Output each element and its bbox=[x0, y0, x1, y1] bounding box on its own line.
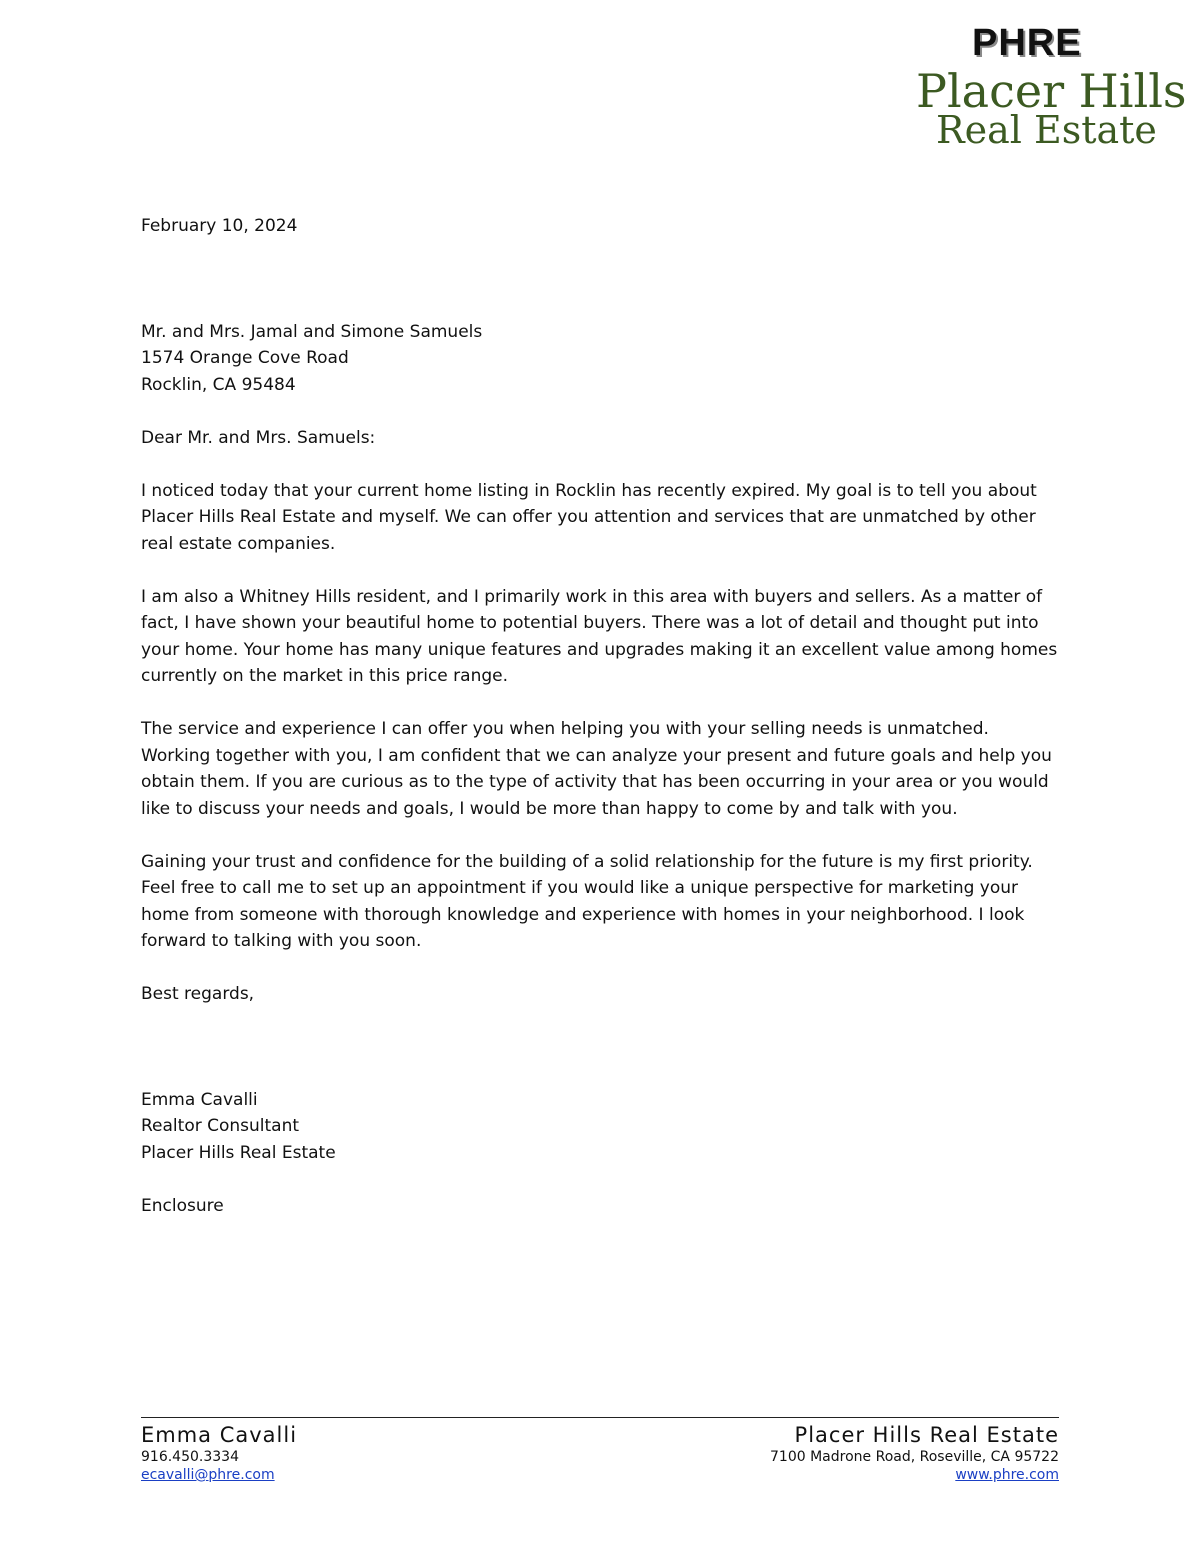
signature-name: Emma Cavalli bbox=[141, 1089, 258, 1110]
paragraph: I noticed today that your current home listing in Rocklin has recently expired. My goal is to tell you about Placer Hills Real Estate and myself. We can offer you attention and services that are unmatched by other real estate companies. bbox=[141, 480, 1037, 554]
salutation: Dear Mr. and Mrs. Samuels: bbox=[141, 427, 376, 448]
letter-date: February 10, 2024 bbox=[141, 216, 298, 236]
footer-agent-name: Emma Cavalli bbox=[141, 1423, 298, 1447]
paragraph: The service and experience I can offer you when helping you with your selling needs is unmatched. Working together with you, I am confident that we can analyze your present and future goals and help you obtain them. If you are curious as to the type of activity that has been occurring in your area or you would like to discuss your needs and goals, I would be more than happy to come by and talk with you. bbox=[141, 719, 1052, 819]
footer-company bbox=[770, 1422, 1059, 1484]
recipient-address bbox=[141, 319, 1061, 399]
signature-title: Realtor Consultant bbox=[141, 1116, 300, 1136]
logo-line-1: Placer Hills bbox=[916, 64, 1187, 118]
enclosure-note: Enclosure bbox=[141, 1195, 224, 1216]
logo-abbreviation: PHRE bbox=[972, 22, 1082, 64]
footer-company-name: Placer Hills Real Estate bbox=[794, 1423, 1059, 1447]
signature-block bbox=[141, 1087, 1061, 1167]
company-logo bbox=[900, 22, 1190, 152]
footer-phone: 916.450.3334 bbox=[141, 1449, 239, 1465]
footer-website-link[interactable]: www.phre.com bbox=[955, 1467, 1059, 1483]
letter-body bbox=[141, 213, 1061, 1219]
footer-address: 7100 Madrone Road, Roseville, CA 95722 bbox=[770, 1449, 1059, 1465]
recipient-city: Rocklin, CA 95484 bbox=[141, 374, 296, 395]
logo-line-2: Real Estate bbox=[936, 108, 1157, 152]
recipient-name: Mr. and Mrs. Jamal and Simone Samuels bbox=[141, 321, 483, 342]
signature-company: Placer Hills Real Estate bbox=[141, 1142, 336, 1163]
footer-email-link[interactable]: ecavalli@phre.com bbox=[141, 1467, 275, 1483]
recipient-street: 1574 Orange Cove Road bbox=[141, 348, 349, 368]
closing: Best regards, bbox=[141, 984, 255, 1004]
letterhead-footer bbox=[141, 1417, 1059, 1483]
paragraph: I am also a Whitney Hills resident, and I primarily work in this area with buyers and sellers. As a matter of fact, I have shown your beautiful home to potential buyers. There was a lot of detail and thought put into your home. Your home has many unique features and upgrades making it an excellent value among homes currently on the market in this price range. bbox=[141, 586, 1058, 686]
footer-contact bbox=[141, 1422, 297, 1484]
paragraph: Gaining your trust and confidence for the building of a solid relationship for the future is my first priority. Feel free to call me to set up an appointment if you would like a unique perspective for marketing your home from someone with thorough knowledge and experience with homes in your neighborhood. I look forward to talking with you soon. bbox=[141, 851, 1033, 951]
